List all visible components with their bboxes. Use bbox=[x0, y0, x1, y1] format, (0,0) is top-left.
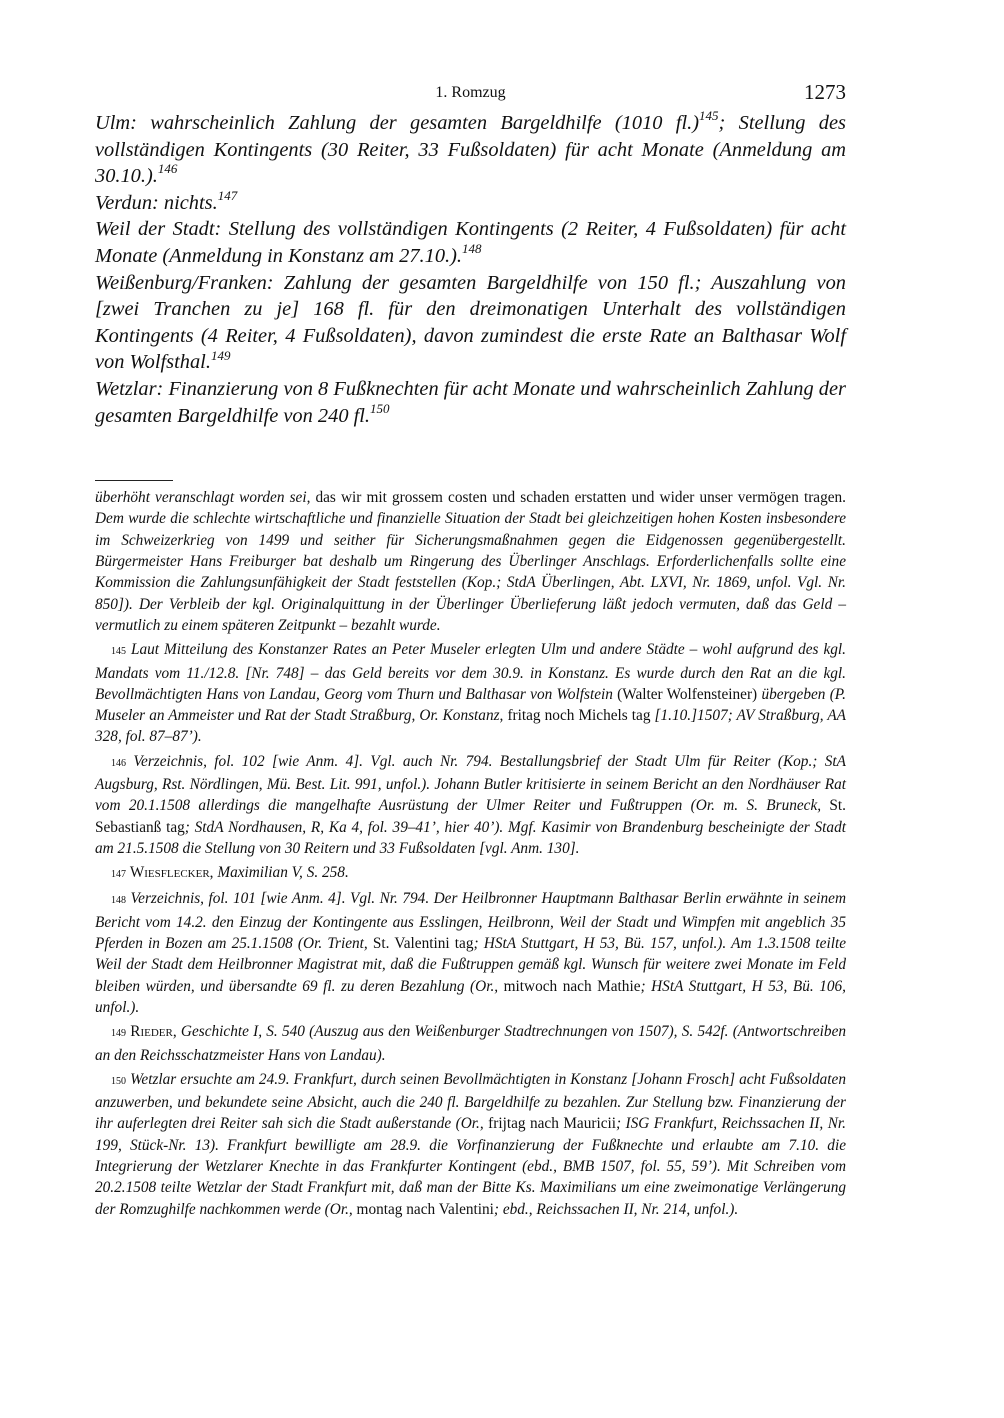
footnote-separator bbox=[95, 480, 173, 481]
footnote-ref: 150 bbox=[370, 400, 390, 416]
footnote-ref: 146 bbox=[157, 161, 178, 177]
footnote-150: 150 Wetzlar ersuchte am 24.9. Frankfurt, durch seinen Bevollmächtigten in Konstanz [Johann Frosch] acht Fußsoldaten anzuwerben, und bekundete seine Absicht, auch die 240 fl. Bargeldhilfe zu bezahlen. Zur Stellung bzw. Finanzierung der ihr auferlegten drei Reiter sah sich die Stadt außerstande (Or., frijtag nach Mauricii; ISG Frankfurt, Reichssachen II, Nr. 199, Stück-Nr. 13). Frankfurt bewilligte am 28.9. die Vorfinanzierung der Fußknechte und erlaubte am 7.10. die Integrierung der Wetzlarer Knechte in das Frankfurter Kontingent (ebd., BMB 1507, fol. 55, 59’). Mit Schreiben vom 20.2.1508 teilte Wetzlar der Stadt Frankfurt mit, daß man der Bitte Ks. Maximilians um eine zweimonatige Verlängerung der Romzughilfe nachkommen werde (Or., montag nach Valentini; ebd., Reichssachen II, Nr. 214, unfol.). bbox=[95, 1070, 846, 1218]
entry-ulm: Ulm: wahrscheinlich Zahlung der gesamten Bargeldhilfe (1010 fl.)$^{145}$; Stellung des vollständigen Kontingents (30 Reiter, 33 Fußsoldaten) für acht Monate (Anmeldung am 30.10.).$^{146}$ bbox=[95, 108, 846, 188]
entry-weil-der-stadt: Weil der Stadt: Stellung des vollständigen Kontingents (2 Reiter, 4 Fußsoldaten) für acht Monate (Anmeldung in Konstanz am 27.10.).$^{148}$ bbox=[95, 218, 846, 267]
entry-wetzlar: Wetzlar: Finanzierung von 8 Fußknechten für acht Monate und wahrscheinlich Zahlung der gesamten Bargeldhilfe von 240 fl.$^{150}$ bbox=[95, 377, 846, 427]
footnote-continuation: überhöht veranschlagt worden sei, das wir mit grossem costen und schaden erstatten und wider unser vermögen tragen. Dem wurde die schlechte wirtschaftliche und finanzielle Situation der Stadt bei gleichzeitigen hohen Kosten insbesondere im Schweizerkrieg von 1499 und seither für Sicherungsmaßnahmen gegen die Eidgenossen gegenübergestellt. Bürgermeister Hans Freiburger bat deshalb um Ringerung des Überlinger Anschlags. Erforderlichenfalls sollte eine Kommission die Zahlungsunfähigkeit der Stadt feststellen (Kop.; StdA Überlingen, Abt. LXVI, Nr. 1869, unfol. Vgl. Nr. 850]). Der Verbleib der kgl. Originalquittung in der Überlinger Überlieferung läßt jedoch vermuten, daß das Geld – vermutlich zu einem späteren Zeitpunkt – bezahlt wurde. bbox=[95, 489, 846, 634]
footnote-148: 148 Verzeichnis, fol. 101 [wie Anm. 4]. Vgl. Nr. 794. Der Heilbronner Hauptmann Balthasar Berlin erwähnte in seinem Bericht vom 14.2. den Einzug der Kontingente aus Esslingen, Heilbronn, Weil der Stadt und Wimpfen mit angeblich 35 Pferden in Bozen am 25.1.1508 (Or. Trient, St. Valentini tag; HStA Stuttgart, H 53, Bü. 157, unfol.). Am 1.3.1508 teilte Weil der Stadt dem Heilbronner Magistrat mit, daß die Fußtruppen gemäß kgl. Wunsch für weitere zwei Monate im Feld bleiben würden, und übersandte 69 fl. zu deren Bezahlung (Or., mitwoch nach Mathie; HStA Stuttgart, H 53, Bü. 106, unfol.). bbox=[95, 890, 846, 1016]
footnote-ref: 149 bbox=[210, 347, 231, 363]
footnote-146: 146 Verzeichnis, fol. 102 [wie Anm. 4]. Vgl. auch Nr. 794. Bestallungsbrief der Stadt Ulm für Reiter (Kop.; StA Augsburg, Rst. Nördlingen, Mü. Best. Lit. 991, unfol.). Johann Butler kritisierte in seinem Bericht an den Nordhäuser Rat vom 20.1.1508 allerdings die mangelhafte Ausrüstung der Ulmer Reiter und Fußtruppen (Or. m. S. Bruneck, St. Sebastianß tag; StdA Nordhausen, R, Ka 4, fol. 39–41’, hier 40’). Mgf. Kasimir von Brandenburg bescheinigte der Stadt am 21.5.1508 die Stellung von 30 Reitern und 33 Fußsoldaten [vgl. Anm. 130]. bbox=[95, 752, 846, 857]
entry-weissenburg: Weißenburg/Franken: Zahlung der gesamten Bargeldhilfe von 150 fl.; Auszahlung von [zwei Tranchen zu je] 168 fl. für den dreimonatigen Unterhalt des vollständigen Kontingents (4 Reiter, 4 Fußsoldaten), davon zumindest die erste Rate an Balthasar Wolf von Wolfsthal.$^{149}$ bbox=[95, 271, 846, 374]
footnote-ref: 145 bbox=[699, 108, 719, 124]
running-header bbox=[95, 78, 846, 110]
footnote-ref: 147 bbox=[217, 187, 238, 203]
entry-verdun: Verdun: nichts.$^{147}$ bbox=[95, 187, 238, 214]
main-text bbox=[95, 110, 846, 429]
page-number: 1273 bbox=[804, 80, 846, 104]
footnote-147: 147 Wiesflecker, Maximilian V, S. 258. bbox=[111, 864, 349, 882]
page bbox=[95, 78, 846, 1220]
footnotes bbox=[95, 487, 846, 1220]
footnote-149: 149 Rieder, Geschichte I, S. 540 (Auszug aus den Weißenburger Stadtrechnungen von 1507), S. 542f. (Antwortschreiben an den Reichsschatzmeister Hans von Landau). bbox=[95, 1023, 847, 1064]
footnote-145: 145 Laut Mitteilung des Konstanzer Rates an Peter Museler erlegten Ulm und andere Städte – wohl aufgrund des kgl. Mandats vom 11./12.8. [Nr. 748] – das Geld bereits vor dem 30.9. in Konstanz. Es wurde durch den Rat an die kgl. Bevollmächtigten Hans von Landau, Georg vom Thurn und Balthasar von Wolfstein (Walter Wolfensteiner) übergeben (P. Museler an Ammeister und Rat der Stadt Straßburg, Or. Konstanz, fritag noch Michels tag [1.10.]1507; AV Straßburg, AA 328, fol. 87–87’). bbox=[95, 641, 847, 746]
header-section-title: 1. Romzug bbox=[435, 84, 506, 101]
footnote-ref: 148 bbox=[462, 241, 482, 257]
